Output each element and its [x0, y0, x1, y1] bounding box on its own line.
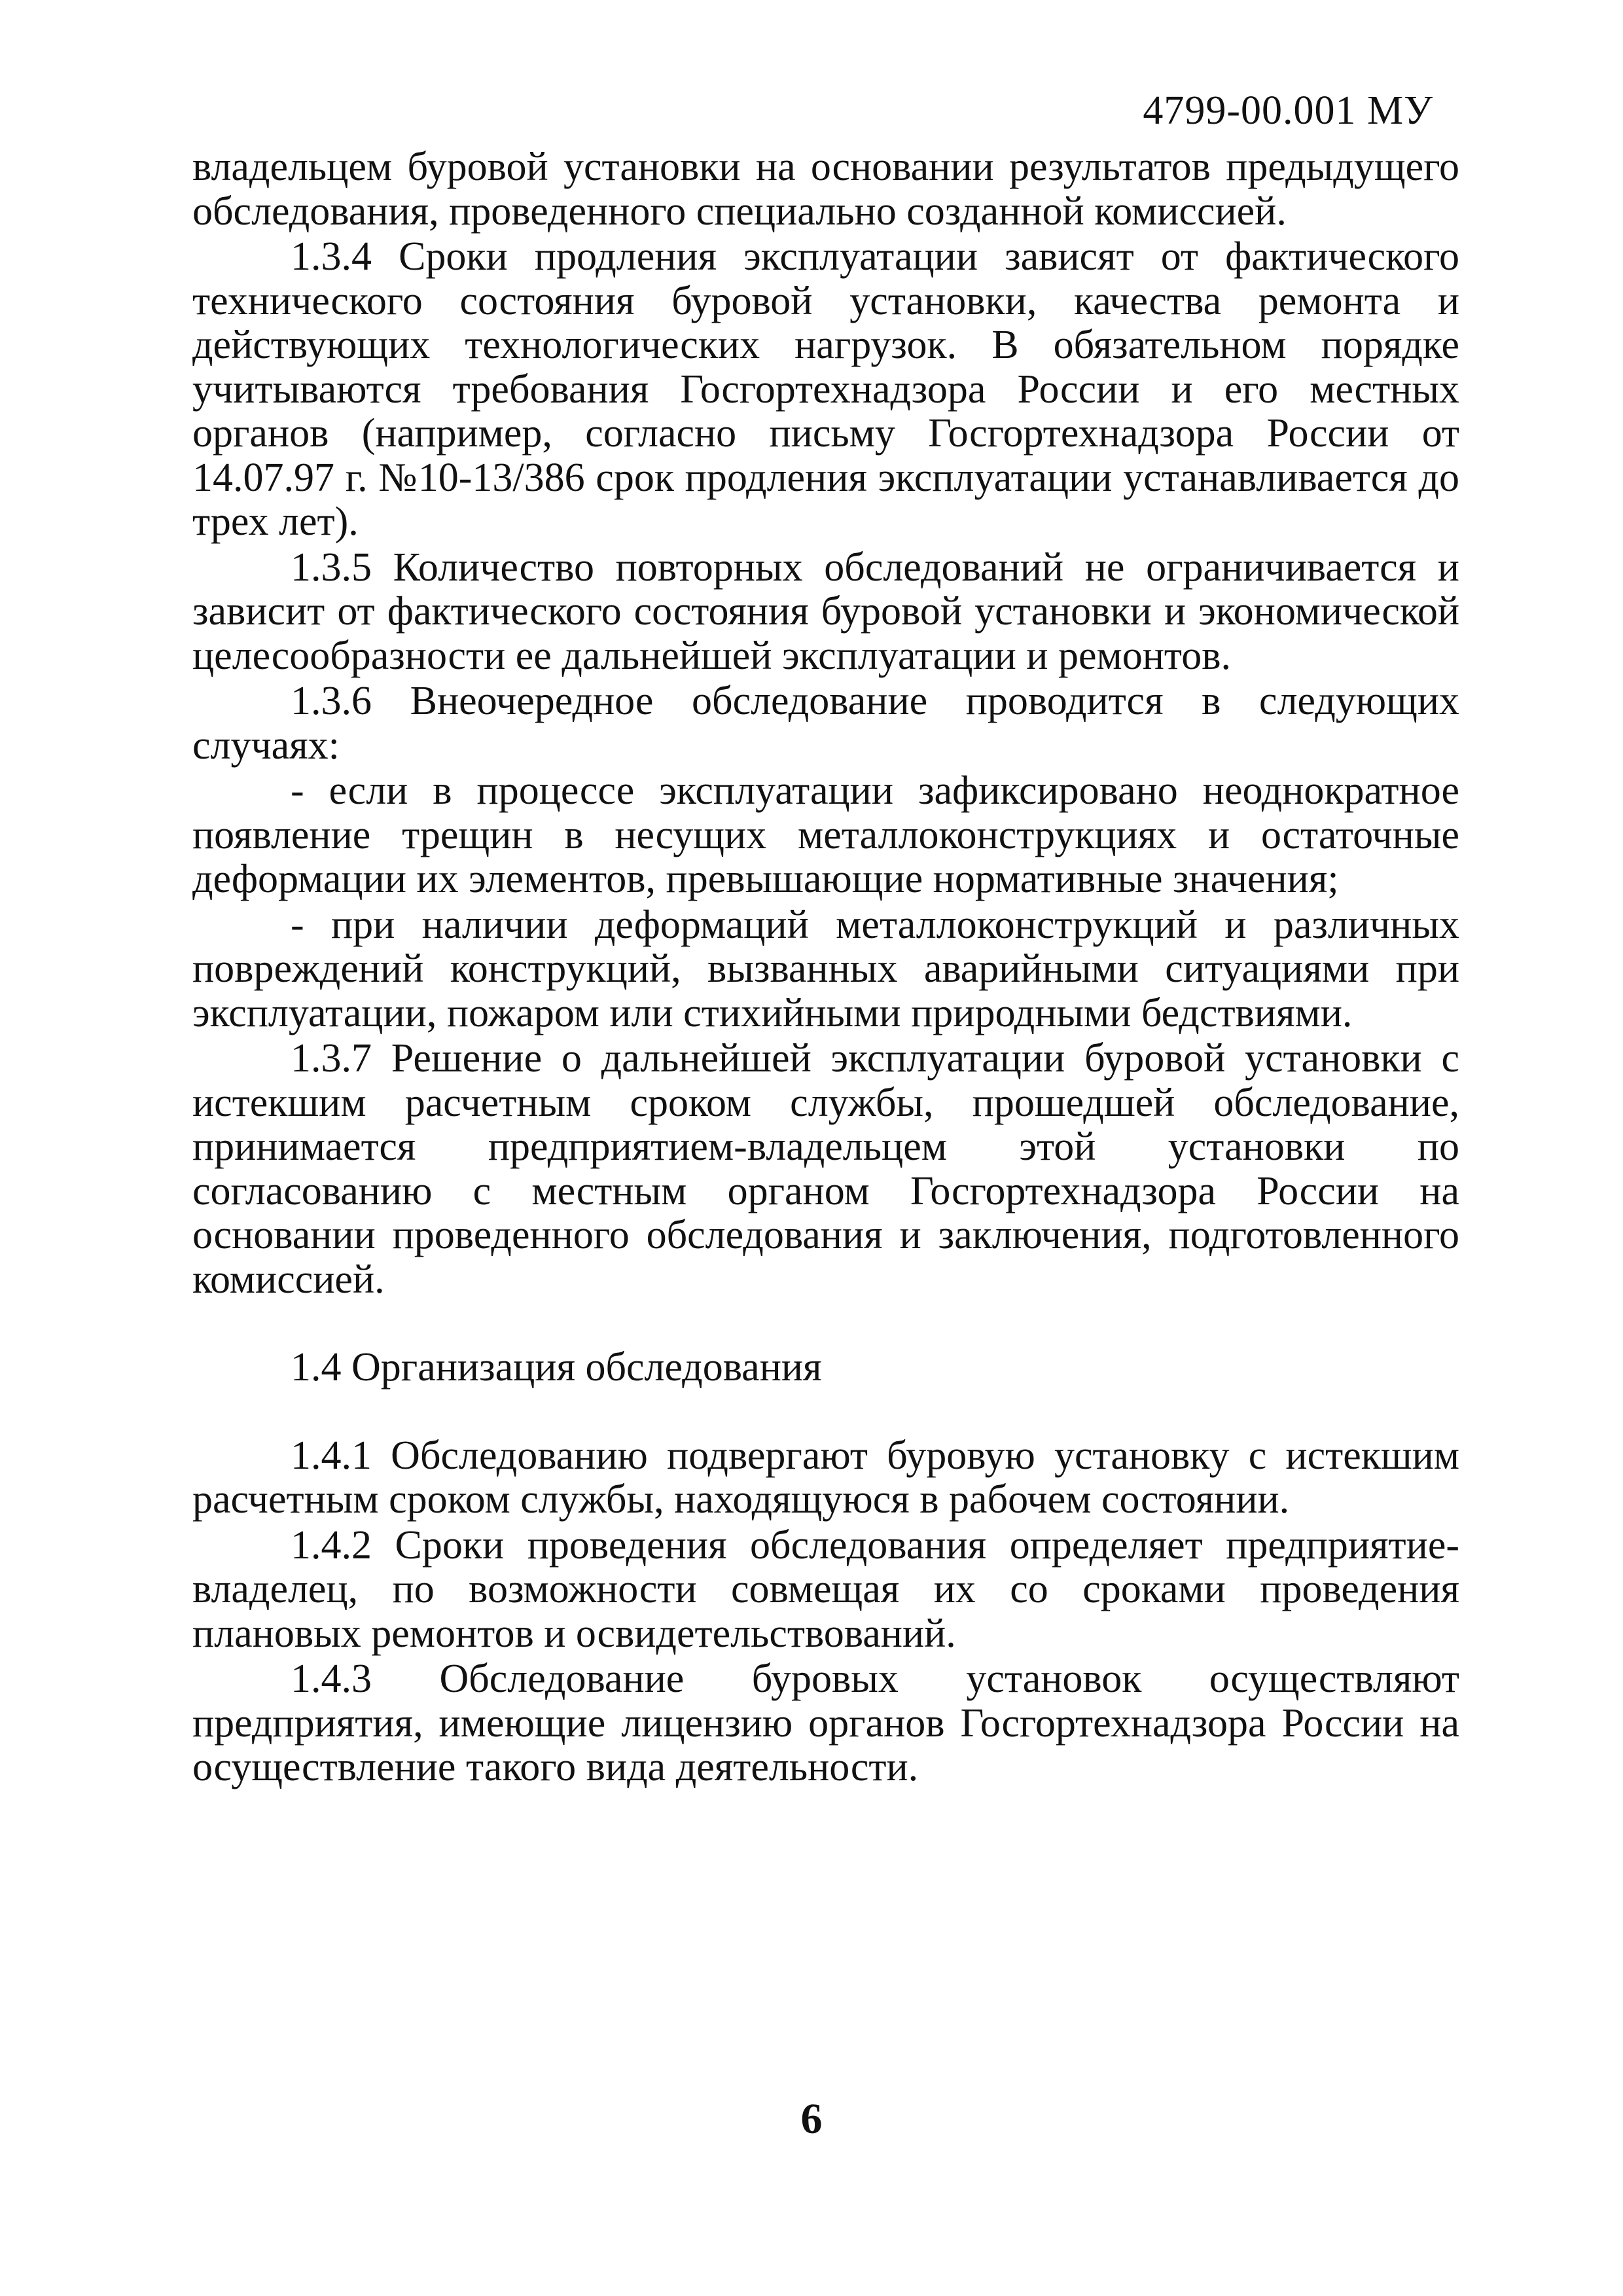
paragraph-1-3-7: 1.3.7 Решение о дальнейшей эксплуатации буровой установки с истекшим расчетным сроком службы, прошедшей обследование, принимается предприятием-владельцем этой установки по согласованию с местным органом Госгортехнадзора России на основании проведенного обследования и заключения, подготовленного комиссией.	[192, 1036, 1459, 1302]
page-number: 6	[800, 2095, 823, 2143]
section-heading: 1.4 Организация обследования	[291, 1345, 822, 1390]
paragraph-continuation: владельцем буровой установки на основании результатов предыдущего обследования, проведенного специально созданной комиссией.	[192, 145, 1459, 234]
paragraph-1-3-4: 1.3.4 Сроки продления эксплуатации зависят от фактического технического состояния буровой установки, качества ремонта и действующих технологических нагрузок. В обязательном порядке учитываются требования Госгортехнадзора России и его местных органов (например, согласно письму Госгортехнадзора России от 14.07.97 г. №10-13/386 срок продления эксплуатации устанавливается до трех лет).	[192, 234, 1459, 544]
list-item-cracks: - если в процессе эксплуатации зафиксировано неоднократное появление трещин в несущих металлоконструкциях и остаточные деформации их элементов, превышающие нормативные значения;	[192, 768, 1459, 901]
paragraph-1-3-6: 1.3.6 Внеочередное обследование проводится в следующих случаях:	[192, 679, 1459, 768]
paragraph-1-3-5: 1.3.5 Количество повторных обследований не ограничивается и зависит от фактического состояния буровой установки и экономической целесообразности ее дальнейшей эксплуатации и ремонтов.	[192, 545, 1459, 678]
document-code: 4799-00.001 МУ	[1143, 88, 1433, 133]
paragraph-1-4-1: 1.4.1 Обследованию подвергают буровую установку с истекшим расчетным сроком службы, находящуюся в рабочем состоянии.	[192, 1433, 1459, 1522]
list-item-deformations: - при наличии деформаций металлоконструкций и различных повреждений конструкций, вызванных аварийными ситуациями при эксплуатации, пожаром или стихийными природными бедствиями.	[192, 902, 1459, 1035]
paragraph-1-4-2: 1.4.2 Сроки проведения обследования определяет предприятие-владелец, по возможности совмещая их со сроками проведения плановых ремонтов и освидетельствований.	[192, 1522, 1459, 1656]
document-body	[192, 145, 1459, 1791]
paragraph-1-4-3: 1.4.3 Обследование буровых установок осуществляют предприятия, имеющие лицензию органов Госгортехнадзора России на осуществление такого вида деятельности.	[192, 1657, 1459, 1789]
